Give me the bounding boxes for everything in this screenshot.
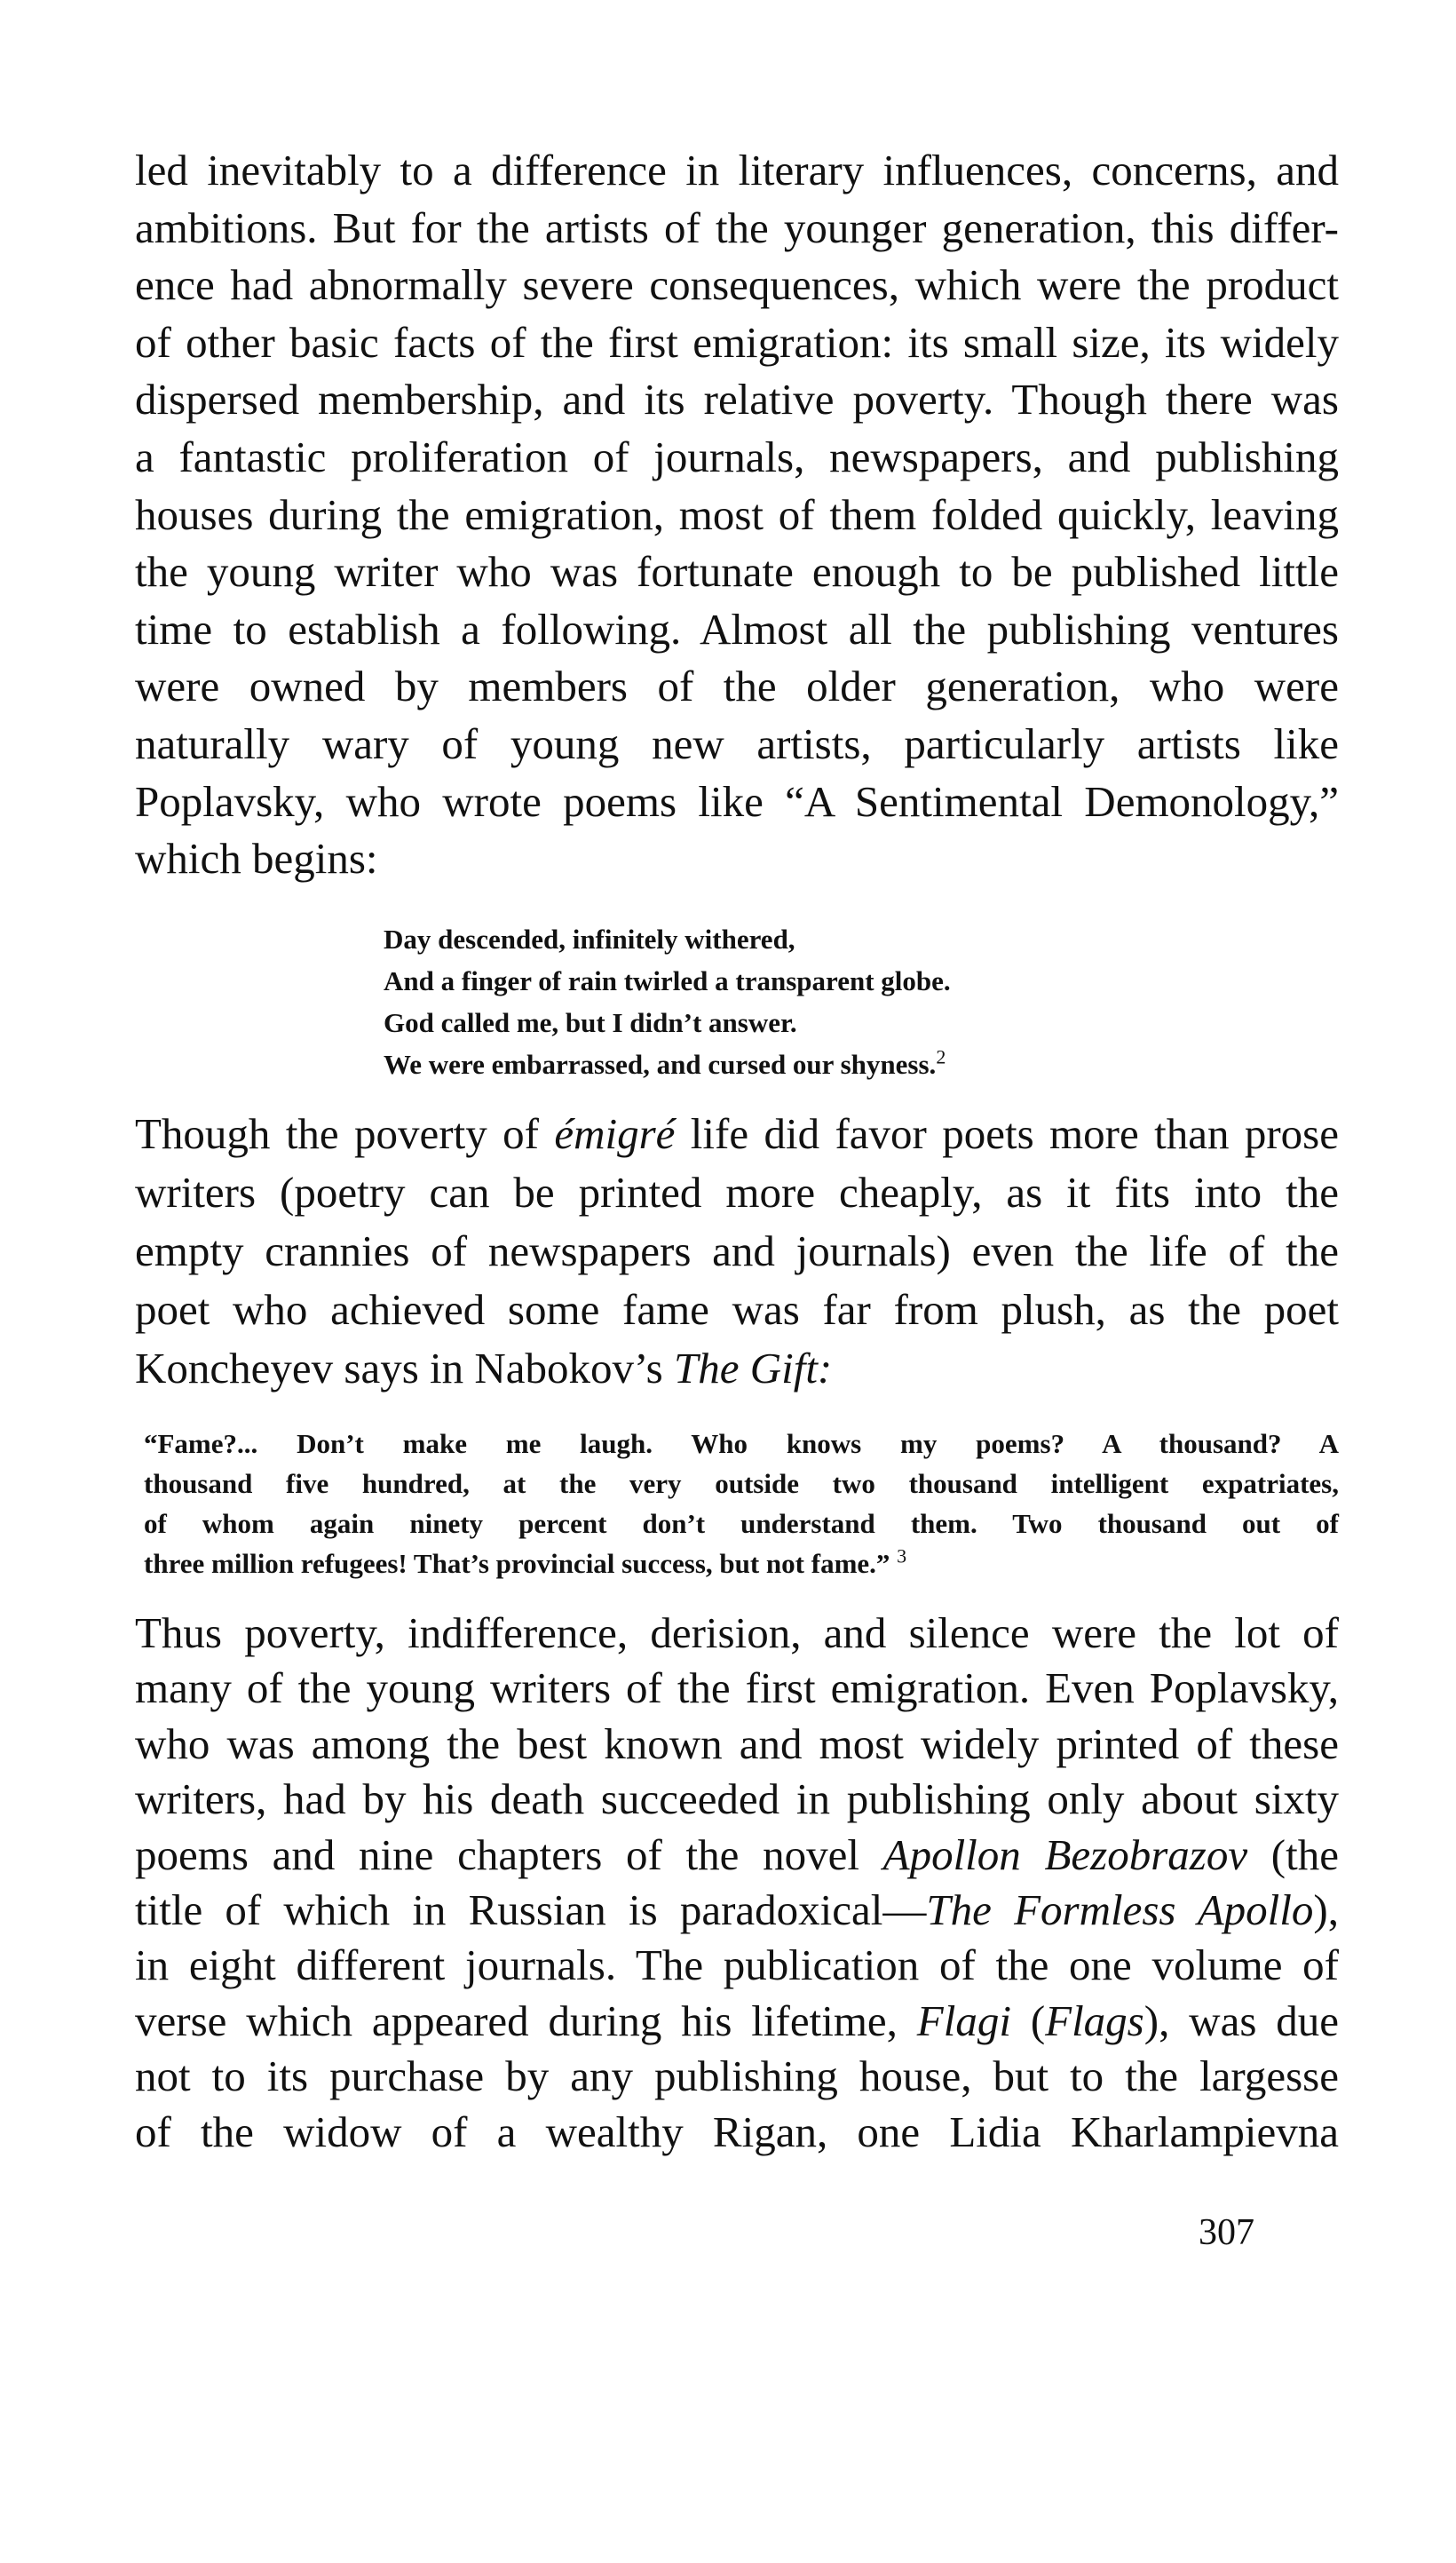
text-line: of the widow of a wealthy Rigan, one Lidia Kharlampievna (135, 2107, 1339, 2156)
book-title: Flagi (916, 1996, 1011, 2045)
text-line: writers, had by his death succeeded in publishing only about sixty (135, 1774, 1339, 1824)
text-line: the young writer who was fortunate enough to be published little (135, 547, 1339, 597)
page-number: 307 (1199, 2212, 1254, 2253)
text-line: Poplavsky, who wrote poems like “A Sentimental Demonology,” (135, 776, 1339, 826)
book-title: Flags (1045, 1996, 1144, 2045)
verse-line (384, 1043, 951, 1085)
verse-line-text: We were embarrassed, and cursed our shyness. (384, 1049, 937, 1080)
italic-term: émigré (554, 1109, 676, 1158)
text-line: poems and nine chapters of the novel Apollon Bezobrazov (the (135, 1829, 1339, 1879)
text-line: ambitions. But for the artists of the younger generation, this differ- (135, 202, 1339, 252)
text-line: Koncheyev says in Nabokov’s The Gift: (135, 1344, 833, 1393)
footnote-marker: 3 (897, 1544, 907, 1567)
text-line: which begins: (135, 834, 378, 884)
prose-extract (144, 1424, 1339, 1583)
text-line: poet who achieved some fame was far from plush, as the poet (135, 1285, 1339, 1334)
text-line: who was among the best known and most widely printed of these (135, 1718, 1339, 1768)
text-line: a fantastic proliferation of journals, newspapers, and publishing (135, 432, 1339, 481)
text-line: were owned by members of the older generation, who were (135, 662, 1339, 711)
verse-line: And a finger of rain twirled a transparent globe. (384, 965, 951, 996)
text-line: writers (poetry can be printed more cheaply, as it fits into the (135, 1168, 1339, 1217)
extract-line: “Fame?... Don’t make me laugh. Who knows my poems? A thousand? A (144, 1428, 1339, 1459)
text-line: title of which in Russian is paradoxical—The Formless Apollo), (135, 1885, 1339, 1934)
verse-quotation (384, 918, 951, 1085)
verse-line: God called me, but I didn’t answer. (384, 1007, 797, 1038)
text-line: Thus poverty, indifference, derision, and silence were the lot of (135, 1608, 1339, 1657)
extract-line: thousand five hundred, at the very outside two thousand intelligent expatriates, (144, 1468, 1339, 1499)
extract-line: three million refugees! That’s provincial success, but not fame.” $^3$ (144, 1544, 907, 1579)
paragraph-1 (135, 142, 1339, 888)
paragraph-2 (135, 1105, 1339, 1398)
book-title: Apollon Bezobrazov (882, 1829, 1248, 1879)
text-line: dispersed membership, and its relative poverty. Though there was (135, 375, 1339, 425)
text-line: in eight different journals. The publication of the one volume of (135, 1940, 1339, 1990)
extract-line: of whom again ninety percent don’t understand them. Two thousand out of (144, 1508, 1339, 1539)
verse-line: Day descended, infinitely withered, (384, 924, 795, 955)
text-line: verse which appeared during his lifetime, Flagi (Flags), was due (135, 1996, 1339, 2045)
text-line: not to its purchase by any publishing house, but to the largesse (135, 2051, 1339, 2101)
text-line: time to establish a following. Almost all the publishing ventures (135, 604, 1339, 654)
text-line: Though the poverty of émigré life did favor poets more than prose (135, 1109, 1339, 1158)
book-title: The Formless Apollo (926, 1885, 1314, 1934)
text-line: of other basic facts of the first emigration: its small size, its widely (135, 317, 1339, 367)
text-line: naturally wary of young new artists, particularly artists like (135, 718, 1339, 768)
book-title: The Gift: (673, 1344, 833, 1393)
footnote-marker: 2 (936, 1045, 946, 1068)
paragraph-3 (135, 1606, 1339, 2160)
text-line: ence had abnormally severe consequences, which were the product (135, 260, 1339, 310)
text-line: led inevitably to a difference in literary influences, concerns, and (135, 146, 1339, 194)
text-line: many of the young writers of the first emigration. Even Poplavsky, (135, 1663, 1339, 1713)
text-line: empty crannies of newspapers and journals) even the life of the (135, 1226, 1339, 1275)
text-line: houses during the emigration, most of them folded quickly, leaving (135, 489, 1339, 539)
